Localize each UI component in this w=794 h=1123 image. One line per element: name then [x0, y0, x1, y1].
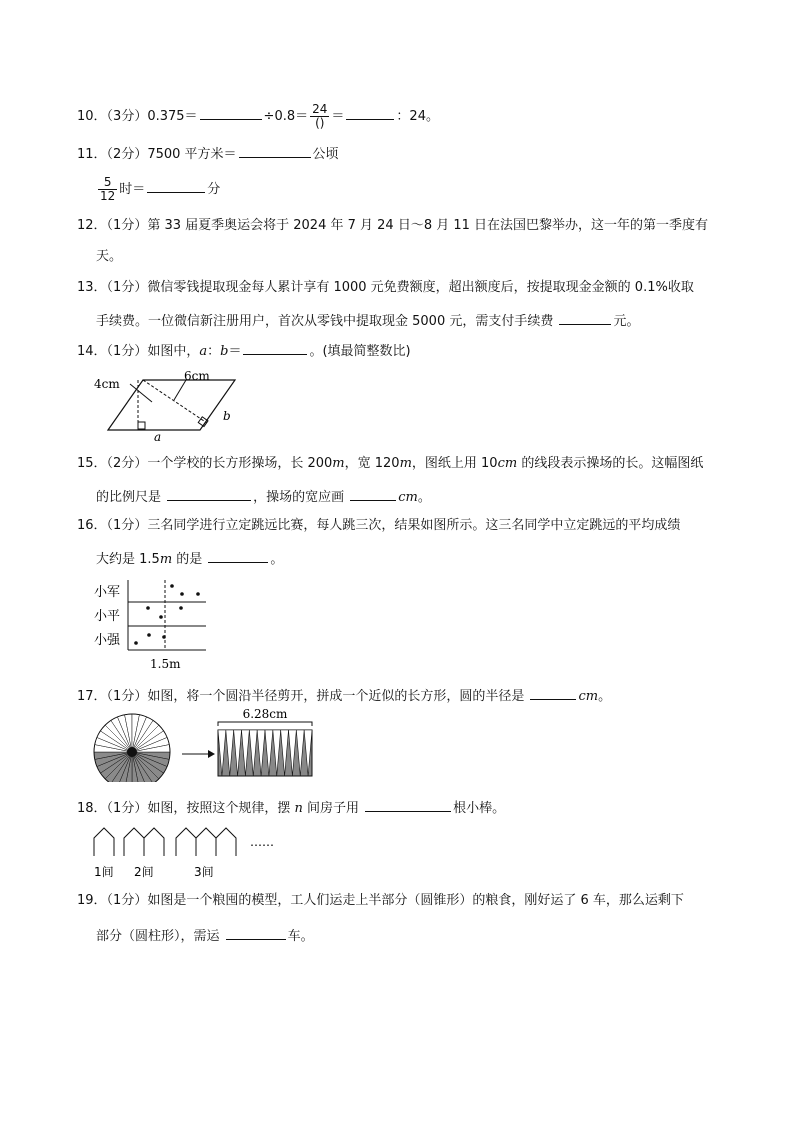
q15-blank-1[interactable]: [167, 486, 251, 501]
dot-xiaoqiang-1: [134, 641, 138, 645]
q11-score: （2分）: [106, 147, 148, 162]
ellipsis: ……: [250, 835, 274, 849]
question-15: [77, 455, 703, 473]
q16-blank[interactable]: [208, 548, 268, 563]
q16-text-line1: 三名同学进行立定跳远比赛，每人跳三次，结果如图所示。这三名同学中立定跳远的平均成绩: [147, 518, 681, 533]
q15-text-1b: ，宽 120: [344, 456, 400, 471]
q13-text-line1: 微信零钱提取现金每人累计享有 1000 元免费额度，超出额度后，按提取现金金额的 0.1%收取: [147, 280, 694, 295]
q10-number: 10．: [77, 109, 107, 124]
q10-text-c: ＝: [331, 109, 345, 124]
circle-center: [127, 747, 137, 757]
q11-number: 11．: [77, 147, 107, 162]
dot-xiaoping-2: [159, 615, 163, 619]
row-label-xiaojun: 小军: [94, 585, 121, 600]
q10-text-b: ÷0.8＝: [263, 109, 309, 124]
q10-frac-numerator: 24: [312, 102, 328, 116]
q14-parallelogram-figure: [90, 368, 250, 444]
label-3-rooms: 3间: [194, 865, 214, 879]
q14-equals: ＝: [228, 344, 242, 359]
q15-unit-2: m: [399, 456, 412, 471]
q10-blank-2[interactable]: [346, 105, 394, 120]
q11-text-d: 分: [207, 182, 221, 197]
q17-unit: cm: [578, 689, 599, 704]
house-3: [176, 828, 236, 856]
dot-xiaojun-3: [196, 592, 200, 596]
q17-score: （1分）: [106, 689, 148, 704]
q18-houses-figure: [90, 822, 290, 880]
q12-score: （1分）: [106, 218, 148, 233]
question-17: [77, 685, 611, 706]
q13-score: （1分）: [106, 280, 148, 295]
q15-text-1a: 一个学校的长方形操场，长 200: [147, 456, 333, 471]
arrow-icon: [208, 750, 215, 758]
q14-var-b: b: [220, 344, 229, 359]
question-11: [77, 143, 339, 164]
q13-text-line2a: 手续费。一位微信新注册用户，首次从零钱中提取现金 5000 元，需支付手续费: [96, 314, 558, 329]
q17-text-a: 如图，将一个圆沿半径剪开，拼成一个近似的长方形，圆的半径是: [147, 689, 529, 704]
q12-text-line2: 天。: [96, 249, 123, 264]
question-11-part-2: [96, 176, 220, 203]
question-19: [77, 892, 684, 910]
sector-circle: [94, 714, 170, 782]
q11-text-a: 7500 平方米＝: [147, 147, 237, 162]
q11-text-b: 公顷: [312, 147, 339, 162]
q18-score: （1分）: [106, 801, 148, 816]
q18-text-c: 根小棒。: [453, 801, 506, 816]
dot-xiaojun-1: [170, 584, 174, 588]
q12-number: 12．: [77, 218, 107, 233]
q11-blank-1[interactable]: [239, 143, 311, 158]
q15-text-2b: ，操场的宽应画: [253, 490, 349, 505]
q19-text-2b: 车。: [287, 929, 314, 944]
q15-text-1d: 的线段表示操场的长。这幅图纸: [517, 456, 704, 471]
label-2-rooms: 2间: [134, 865, 154, 879]
q17-circle-to-rectangle-figure: [90, 706, 330, 782]
dot-xiaoping-3: [179, 606, 183, 610]
q14-number: 14．: [77, 344, 107, 359]
q19-text-line1: 如图是一个粮囤的模型，工人们运走上半部分（圆锥形）的粮食，刚好运了 6 车，那么运剩下: [147, 893, 684, 908]
q11-fraction: [98, 176, 117, 203]
q15-score: （2分）: [106, 456, 148, 471]
q18-var-n: n: [294, 801, 303, 816]
axis-label-1-5m: 1.5m: [150, 657, 181, 671]
q16-score: （1分）: [106, 518, 148, 533]
q14-score: （1分）: [106, 344, 148, 359]
q16-text-2c: 。: [270, 552, 284, 567]
label-6cm: 6cm: [184, 369, 210, 383]
q19-blank[interactable]: [226, 925, 286, 940]
q16-jump-dot-chart: [90, 578, 220, 672]
leader-6cm: [174, 380, 186, 400]
label-1-room: 1间: [94, 865, 114, 879]
question-13-line2: [96, 310, 640, 331]
dot-xiaoqiang-3: [162, 635, 166, 639]
q13-blank[interactable]: [559, 310, 611, 325]
q18-blank[interactable]: [365, 797, 451, 812]
q17-text-b: 。: [598, 689, 612, 704]
q10-frac-denominator[interactable]: (): [315, 116, 325, 130]
house-1: [94, 828, 114, 856]
question-12: [77, 217, 708, 235]
question-13: [77, 279, 694, 297]
q16-unit: m: [159, 552, 173, 567]
question-16: [77, 517, 680, 535]
q10-fraction: [310, 103, 329, 130]
question-18: [77, 797, 505, 818]
q15-unit-4: cm: [398, 490, 418, 505]
q19-number: 19．: [77, 893, 107, 908]
q14-blank[interactable]: [243, 340, 307, 355]
dot-xiaoping-1: [146, 606, 150, 610]
height-b-line: [143, 380, 207, 423]
dot-xiaojun-2: [180, 592, 184, 596]
q15-number: 15．: [77, 456, 107, 471]
label-b: b: [223, 409, 231, 423]
q10-text-a: 0.375＝: [147, 109, 198, 124]
q14-text-a: 如图中，: [147, 344, 200, 359]
label-a: a: [154, 430, 162, 444]
question-10: [77, 103, 439, 130]
q10-score: （3分）: [106, 109, 148, 124]
q18-text-a: 如图，按照这个规律，摆: [147, 801, 295, 816]
q15-unit-1: m: [332, 456, 345, 471]
question-15-line2: [96, 486, 431, 507]
question-14: [77, 340, 411, 361]
q15-unit-3: cm: [497, 456, 518, 471]
q14-text-tail: 。(填最简整数比): [309, 344, 411, 359]
q18-number: 18．: [77, 801, 107, 816]
row-label-xiaoqiang: 小强: [94, 633, 121, 648]
parallelogram-shape: [108, 380, 235, 430]
q12-text-line1: 第 33 届夏季奥运会将于 2024 年 7 月 24 日～8 月 11 日在法国巴黎举办，这一年的第一季度有: [147, 218, 709, 233]
q14-var-a: a: [199, 344, 208, 359]
q17-number: 17．: [77, 689, 107, 704]
question-12-line2: [96, 248, 122, 266]
q10-text-d: ：24。: [396, 109, 439, 124]
question-19-line2: [96, 925, 314, 946]
q14-colon: ：: [207, 344, 221, 359]
q16-number: 16．: [77, 518, 107, 533]
q15-text-2c: 。: [417, 490, 431, 505]
length-bracket: [218, 722, 312, 726]
q15-text-1c: ，图纸上用 10: [411, 456, 498, 471]
q13-text-line2b: 元。: [613, 314, 640, 329]
right-angle-mark-a: [138, 422, 145, 429]
q10-blank-1[interactable]: [200, 105, 262, 120]
q17-blank[interactable]: [530, 685, 576, 700]
q11-frac-denominator: 12: [100, 189, 116, 203]
q18-text-b: 间房子用: [302, 801, 364, 816]
q11-frac-numerator: 5: [98, 176, 117, 190]
q11-text-c: 时＝: [119, 182, 146, 197]
row-label-xiaoping: 小平: [94, 609, 121, 624]
q16-text-2a: 大约是 1.5: [96, 552, 160, 567]
q11-blank-2[interactable]: [147, 178, 205, 193]
q15-blank-2[interactable]: [350, 486, 396, 501]
label-6-28cm: 6.28cm: [242, 707, 288, 721]
q13-number: 13．: [77, 280, 107, 295]
dot-xiaoqiang-2: [147, 633, 151, 637]
label-4cm: 4cm: [94, 377, 120, 391]
q16-text-2b: 的是: [172, 552, 207, 567]
q19-score: （1分）: [106, 893, 148, 908]
q15-text-2a: 的比例尺是: [96, 490, 166, 505]
q19-text-2a: 部分（圆柱形），需运: [96, 929, 224, 944]
question-16-line2: [96, 548, 283, 569]
